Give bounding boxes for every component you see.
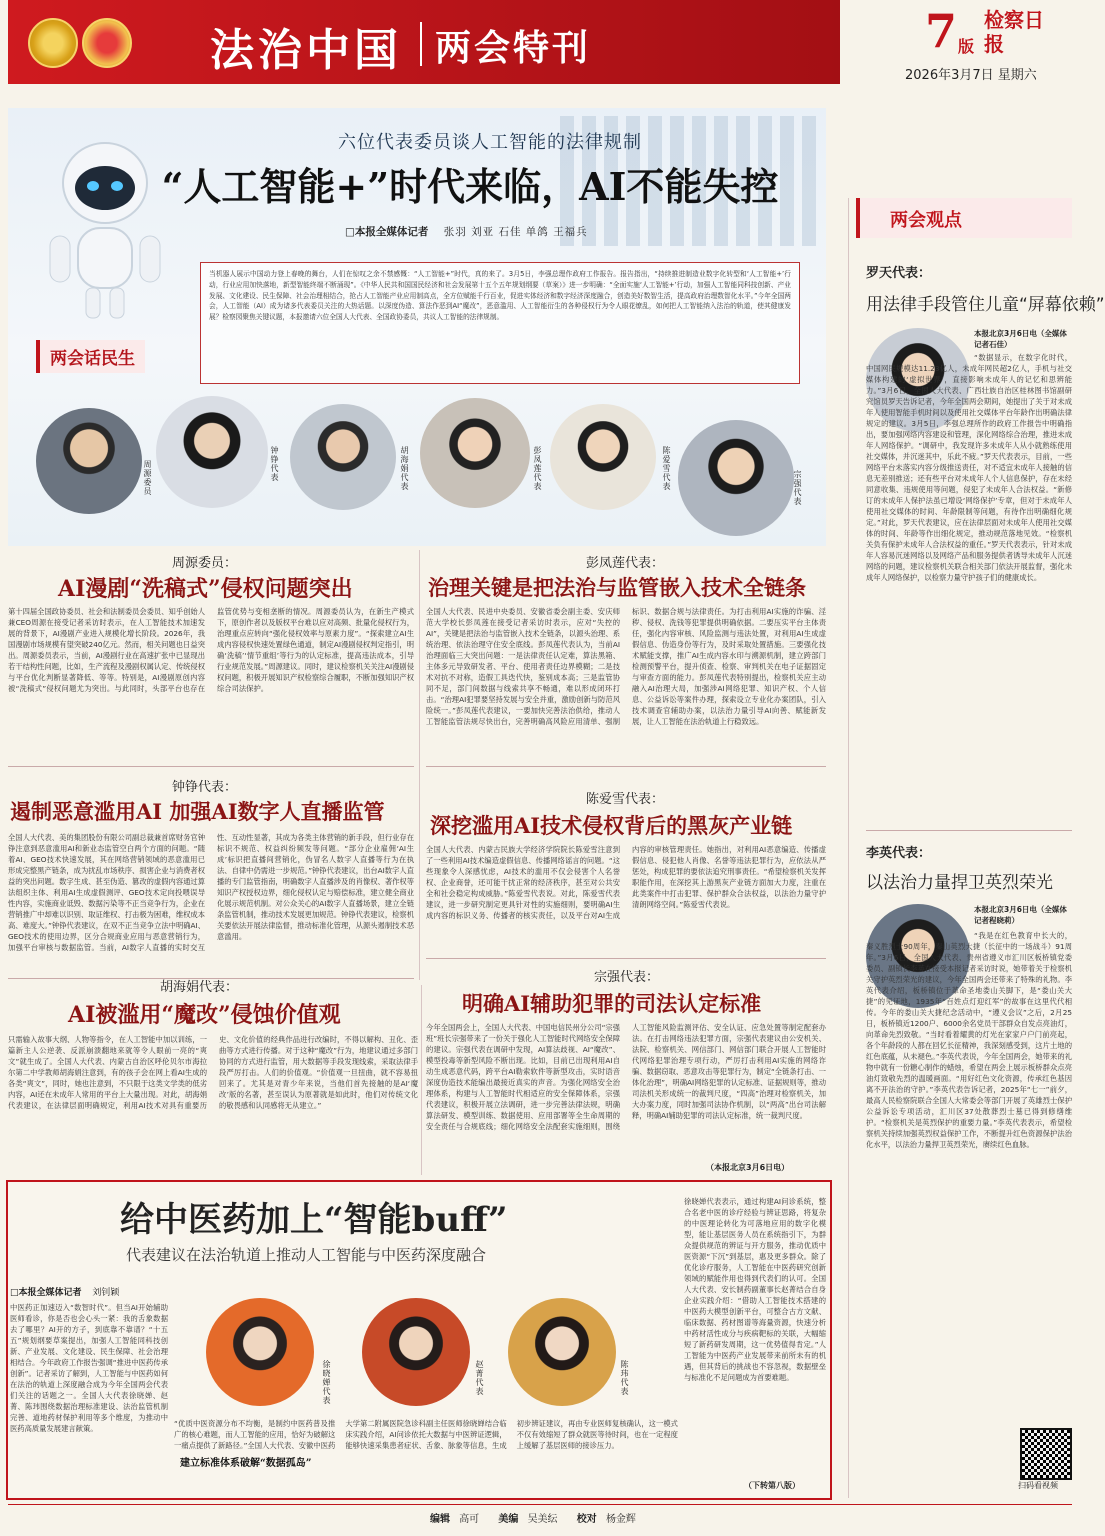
sidebar-li-body — [866, 930, 1072, 1426]
feature-reporters: 张羽 刘亚 石佳 单鸽 王福兵 — [443, 226, 588, 238]
portrait-zhou-yuan — [36, 408, 142, 514]
article-body-peng — [426, 606, 826, 758]
divider-zhou — [8, 766, 414, 767]
tcm-lead-text: 中医药正加速迈入“数智时代”。但当AI开始辅助医师看诊，你是否也会心头一紧：我的舌象数据去了哪里？AI开的方子，到底靠不靠谱？“十五五”规划纲要草案提出，加强人工智能同科技创新、产业发展、文化建设、民生保障、社会治理相结合。今年政府工作报告强调“推进中医药传承创新”。记者采访了解到，人工智能与中医药如何在法治的轨道上深度融合成为今年全国两会代表们关注的话题之一。全国人大代表徐晓婵、赵菁、陈玮围绕数据治理标准建设、法治监管机制完善、道地药材保护利用等多个维度，为推动中医药高质量发展建言献策。 — [10, 1303, 168, 1433]
feature-intro: 当机器人展示中国动力登上春晚的舞台，人们在惊叹之余不禁感慨：“人工智能+”时代，真的来了。3月5日，李强总理作政府工作报告。报告指出，“持续推进制造业数字化转型和‘人工智能+’行动，行业应用加快落地，新型智能终端不断涌现”。《中华人民共和国国民经济和社会发展第十五个五年规划纲要（草案）》进一步明确：“全面实施‘人工智能+’行动，加强人工智能同科技创新、产业发展、文化建设、民生保障、社会治理相结合，抢占人工智能产业应用制高点，全方位赋能千行百业，促进实体经济和数字经济深度融合，创造美好数智生活，提高政府治理数智化水平。”今年全国两会，人工智能（AI）成为诸多代表委员关注的大热话题。以深度伪造、算法作恶到AI“魔改”，恶意滥用、人工智能衍生的各种侵权行为令人眼花缭乱，如何把人工智能纳入法治的轨道，使其健康发展？检察园聚焦关键议题，本报邀请六位全国人大代表、全国政协委员，共议人工智能的法律规制。 — [209, 270, 791, 322]
article-text-zhong: 全国人大代表、美的集团股份有限公司副总裁兼首席财务官钟铮注意到恶意滥用AI和新业态监管空白两个方面的问题。“随着AI、GEO技术快速发展，其在网络营销领域的恶意滥用已形成完整黑产链条，成为扰乱市场秩序、损害企业与消费者权益的突出问题。数字生成、甚至伪造、篡改的虚假内容通过算法组织主体、利用AI生成虚假测评、GEO技术定向投喂误导性内容，实施商业诋毁、数据污染等不正当竞争行为，企业在营销推广中却难以识别、取证维权、打击极为困难，维权成本高、难度大。”钟铮代表建议，在双不正当竞争立法中明确AI、GEO技术的使用边界，区分合规商业应用与恶意营销行为，加强平台审核与数据监管。当前，AI数字人直播的实时交互性、互动性显著，其成为各类主体营销的新手段，但行业存在标识不规范、权益纠纷频发等问题。“部分企业雇佣‘AI生成’标识把直播间营销化，伪冒名人数字人直播等行为在执法、自律中仍需进一步规范。”钟铮代表建议，出台AI数字人直播的专门监管指南，明确数字人直播涉及的肖像权、著作权等知识产权授权边界，细化侵权认定与赔偿标准，建立健全商业化展示规范机制。对公众关心的AI数字人直播场景，建立全链条监管机制，推动技术发展更加规范。钟铮代表建议，检察机关要依法开展法律监督，推动标准化管理，从源头遏制技术恶意滥用。 — [8, 833, 415, 952]
portrait-label-zhao: 赵菁代表 — [475, 1360, 484, 1396]
portrait-zhao-jing — [362, 1298, 470, 1406]
portrait-label-zhou: 周源委员 — [143, 460, 152, 496]
speaker-li: 李英代表： — [866, 846, 932, 861]
intro-box — [200, 262, 800, 384]
dateline-zong: （本报北京3月6日电） — [706, 1163, 790, 1172]
footer-credits — [430, 1510, 636, 1525]
article-body-zhong — [8, 832, 414, 974]
speaker-zong: 宗强代表： — [594, 970, 660, 985]
checkbox-square-icon: □ — [345, 226, 355, 238]
tcm-continued: （下转第八版） — [744, 1481, 800, 1490]
portrait-label-hu: 胡海娟代表 — [400, 446, 409, 491]
feature-headline: “人工智能+”时代来临，AI不能失控 — [161, 164, 779, 209]
article-text-peng: 全国人大代表、民进中央委员、安徽省委会副主委、安庆师范大学校长彭凤莲在接受记者采访时表示，应对“失控的AI”，关键是把法治与监管嵌入技术全链条，以源头治理、系统治理、依法治理守住安全底线。彭凤莲代表认为，当前AI治理面临三大突出问题：一是法律责任认定难，算法黑箱、主体多元导致研发者、平台、使用者责任边界模糊；二是技术对抗不对称，造假工具迭代快，鉴别成本高；三是监管协同不足，部门间数据与线索共享不畅通，难以形成闭环打击。“治理AI犯罪要坚持发展与安全并重，激励创新与防范风险统一。”彭凤莲代表建议，一要加快完善法治供给，推动人工智能监管法规尽快出台，完善明确高风险应用清单、强制标识、数据合规与法律责任。为打击利用AI实施的诈骗、淫秽、侵权、洗钱等犯罪提供明确依据。二要压实平台主体责任，强化内容审核、风险监测与违法处置，对利用AI生成虚假信息、伪造身份等行为，及时采取处置措施。三要强化技术赋能支撑，推广AI生成内容水印与溯源机制，建立跨部门检测预警平台，提升侦查、检察、审判机关在电子证据固定与审查方面的能力。彭凤莲代表特别提出，检察机关应主动融入AI治理大局，加强涉AI网络犯罪、知识产权、个人信息、公益诉讼等案件办理，探索设立专业化办案团队，引入技术调查官辅助办案，以法治力量引导AI向善、赋能新发展，让人工智能在法治轨道上行稳致远。 — [426, 607, 826, 726]
paper-logo: 检察日报 — [984, 8, 1044, 56]
national-emblem-icon — [28, 18, 78, 68]
portrait-zong-qiang — [678, 420, 794, 536]
footer-proof-label: 校对 — [576, 1514, 597, 1525]
article-body-chen — [426, 844, 826, 952]
headline-luo: 用法律手段管住儿童“屏幕依赖” — [866, 295, 1105, 315]
speaker-chen: 陈爱雪代表： — [586, 792, 665, 807]
feature-byline — [345, 224, 588, 239]
tcm-mid-text: “优质中医资源分布不均衡，是制约中医药普及推广的核心难题，而人工智能的应用，恰好为破解这一痛点提供了新路径。”全国人大代表、安徽中医药大学第二附属医院急诊科副主任医师徐晓婵结合临床实践介绍，AI问诊依托大数据与中医辨证逻辑，能够快速采集患者症状、舌象、脉象等信息，生成初步辨证建议，再由专业医师复核确认，这一模式不仅有效缩短了群众就医等待时间，也在一定程度上缓解了基层医师的接诊压力。 — [174, 1419, 678, 1450]
portrait-peng-fenglian — [420, 398, 530, 508]
page-number: 7 — [925, 4, 958, 58]
article-body-zhou — [8, 606, 414, 758]
article-text-hu: 只需输入故事大纲、人物等指令，在人工智能中加以训练，一篇新主人公逆袭、反派崩溃翻地来就等令人眼前一亮的“爽文”就生成了。全国人大代表、内蒙古自治区呼伦贝尔市海拉尔第二中学教师胡海娟注意到，有的孩子会在网上看AI生成的各类“爽文”，同时，她也注意到，不只限于这类文学类的低劣内容，AI还在未成年人常用的平台上大量出现。对此，胡海娟代表建议，在法律层面明确规定，利用AI技术对具有重要历史、文化价值的经典作品进行改编时，不得以解构、丑化、歪曲等方式进行传播。对于这种“魔改”行为，地建议通过多部门协同的方式进行监管，用大数据等手段发现线索，采取法律手段严厉打击。人们的价值观。“价值观一旦扭曲，就不容易扭回来了。尤其是对青少年来说，当他们首先接触的是AI‘魔改’版的名著，甚至误认为原著就是如此时，他们对传统文化的敬畏感和认同感将无从建立。” — [8, 1035, 418, 1110]
sidebar-tag-text: 两会观点 — [890, 210, 962, 231]
qr-label: 扫码看视频 — [1018, 1481, 1058, 1490]
tcm-col3-text: 徐晓婵代表表示，通过构建AI问诊系统，整合名老中医的诊疗经验与辨证思路，将复杂的中医理论转化为可落地应用的数字化模型，能让基层医务人员在系统指引下，为群众提供规范的辨证与开方服务，推动优质中医资源“下沉”到基层，惠及更多群众。除了优化诊疗服务，人工智能在中医药研究创新领域的赋能作用也得到代表们的认可。全国人大代表、安长制药副董事长赵菁结合自身企业实践介绍：“借助人工智能技术搭建的中医药大模型创新平台，可整合古方文献、临床数据、药材图谱等海量资源，快速分析中药材活性成分与疾病靶标的关联，大幅缩短了新药研发周期，这一优势值得肯定。”人工智能为中医药产业发展带来前所未有的机遇，但其背后的挑战也不容忽视，数据壁垒与标准化不足问题成为首要难题。 — [684, 1197, 826, 1382]
footer-art: 吴美纭 — [527, 1514, 558, 1525]
masthead-special: 两会特刊 — [435, 27, 592, 69]
speaker-luo: 罗天代表： — [866, 266, 932, 281]
portrait-chen-wei — [508, 1298, 616, 1406]
footer-rule — [8, 1504, 1072, 1505]
speaker-zhou: 周源委员： — [172, 556, 238, 571]
feature-kicker — [300, 128, 680, 154]
column-rule-2 — [421, 985, 422, 1175]
cppcc-emblem-icon — [82, 18, 132, 68]
column-tag-min-sheng — [36, 340, 145, 373]
article-text-zhou: 第十四届全国政协委员、社会和法制委员会委员、知乎创始人兼CEO周源在接受记者采访时表示，在人工智能技术加速发展的背景下，AI漫剧产业进入规模化增长阶段。2026年，我国漫剧市场规模有望突破240亿元。然而，相关问题也日益突出。周源委员表示，当前，AI漫剧行业在高速扩张中已显现出若干结构性问题，比如，生产流程及漫剧权属认定、传统侵权与平台优化判断显著降低、等等。特别是，AI漫剧原创内容被“洗稿式”侵权问题尤为突出。与此同时，头部平台也存在监管优势与变相垄断的情况。周源委员认为，在新生产模式下，原创作者以及版权平台难以应对高频、批量化侵权行为，治理重点应转向“强化侵权效率与原素力度”。“探索建立AI生成内容侵权快速处置绿色通道，制定AI漫剧侵权判定指引，明确‘洗稿’‘情节重组’等行为的认定标准，提高违法成本，引导行业规范发展。”周源建议。同时，建议检察机关关注AI漫剧侵权问题，积极开展知识产权检察综合履职，不断加强知识产权综合司法保护。 — [8, 607, 415, 693]
tcm-reporter: 刘钊颖 — [92, 1288, 120, 1298]
feature-kicker-text: 六位代表委员谈人工智能的法律规制 — [338, 132, 642, 153]
portrait-zhong-zheng — [156, 396, 268, 508]
headline-peng: 治理关键是把法治与监管嵌入技术全链条 — [428, 575, 806, 600]
column-rule-1 — [419, 550, 420, 980]
masthead-title: 法治中国 — [210, 25, 402, 76]
tcm-right-column — [684, 1196, 826, 1478]
speaker-zhong: 钟铮代表： — [172, 780, 238, 795]
portrait-label-chen: 陈爱雪代表 — [662, 446, 671, 491]
tcm-headline: 给中医药加上“智能buff” — [120, 1200, 508, 1240]
tcm-byline — [10, 1285, 119, 1298]
portrait-label-zhong: 钟铮代表 — [270, 446, 279, 482]
sidebar-luo-text: “数据显示，在数字化时代，中国网民规模达11.23亿人，未成年网民超2亿人，手机与社交媒体构建的‘虚拟世界’，直接影响未成年人的记忆和思辨能力。”3月6日，全国人大代表、广西壮族自治区桂林图书馆副研究馆员罗天告诉记者，今年全国两会期间，她提出了关于对未成年人使用智能手机时间以及使用社交媒体平台年龄作出明确法律规定的建议。3月5日，李强总理所作的政府工作报告中明确指出，要加强网络内容建设和管理，深化网络综合治理，推进未成年人网络保护。“调研中，我发现许多未成年人从小就熟练使用社交媒体，并沉迷其中，乐此不疲。”罗天代表表示，目前，一些网络平台未落实内容分级推送责任，对不适宜未成年人接触的信息无差别推送；还有些平台对未成年人个人信息保护，存在未经同意收集、违规使用等问题，侵犯了未成年人合法权益。“新修订的未成年人保护法虽已增设‘网络保护’专章，但对于未成年人使用社交媒体的时间、年龄限制等问题，有待作出明确细化规定。”对此，罗天代表建议，应在法律层面对未成年人使用社交媒体的时间、年龄等作出细化规定，推动规范落地见效。“检察机关负有保护未成年人合法权益的重任。”罗天代表表示，针对未成年人容易沉迷网络以及网络产品和服务提供者诱导未成年人沉迷网络的问题，建议检察机关联合相关部门依法开展监督，强化未成年人网络保护，以检察力量守护孩子们的健康成长。 — [866, 353, 1072, 582]
portrait-xu-xiaochan — [206, 1298, 314, 1406]
portrait-label-zong: 宗强代表 — [793, 470, 802, 506]
article-body-hu — [8, 1034, 418, 1174]
divider-peng — [426, 766, 826, 767]
headline-zong: 明确AI辅助犯罪的司法认定标准 — [462, 991, 762, 1016]
feature-byline-label: 本报全媒体记者 — [354, 226, 429, 238]
sidebar-rule — [848, 198, 849, 1498]
column-tag-text: 两会话民生 — [50, 349, 135, 369]
headline-zhou: AI漫剧“洗稿式”侵权问题突出 — [58, 576, 353, 602]
tcm-section-title: 建立标准体系破解“数据孤岛” — [176, 1452, 316, 1471]
portrait-label-chen-wei: 陈玮代表 — [620, 1360, 629, 1396]
speaker-hu: 胡海娟代表： — [160, 980, 239, 995]
tcm-byline-label: 本报全媒体记者 — [18, 1288, 82, 1298]
footer-proof: 杨金辉 — [605, 1514, 636, 1525]
article-body-zong — [426, 1022, 826, 1162]
headline-zhong: 遏制恶意滥用AI 加强AI数字人直播监管 — [10, 799, 385, 824]
sidebar-tag-box — [856, 198, 1072, 238]
dateline-li: 本报北京3月6日电（全媒体记者程晓莉） — [974, 905, 1067, 925]
footer-editor: 高可 — [459, 1514, 480, 1525]
tcm-lead-column — [10, 1302, 168, 1494]
portrait-chen-aixue — [550, 404, 656, 510]
headline-li: 以法治力量捍卫英烈荣光 — [866, 873, 1053, 893]
article-text-chen: 全国人大代表、内蒙古民族大学经济学院院长陈爱雪注意到了一些利用AI技术编造虚假信息、传播网络谣言的问题。“这些现象令人深感忧虑，AI技术的滥用不仅会侵害个人名誉权、企业商誉，还可能干扰正常的经济秩序，甚至对公共安全和社会稳定构成威胁。”陈爱雪代表说。对此，陈爱雪代表建议，进一步研究制定更具针对性的实施细则，要明确AI生成内容的标识义务、传播者的核实责任，以及平台对AI生成内容的审核管理责任。她指出，对利用AI恶意编造、传播虚假信息、侵犯他人肖像、名誉等违法犯罪行为，应依法从严惩处，构成犯罪的要依法追究刑事责任。“希望检察机关发挥职能作用，在深挖其上游黑灰产业链方面加大力度，注重在此类案件中打击犯罪、保护群众合法权益，以法治力量守护清朗网络空间。”陈爱雪代表说。 — [426, 845, 826, 920]
portrait-label-xu: 徐晓婵代表 — [322, 1360, 331, 1405]
headline-chen: 深挖滥用AI技术侵权背后的黑灰产业链 — [430, 813, 793, 838]
qr-code-icon[interactable] — [1020, 1428, 1072, 1480]
speaker-peng: 彭凤莲代表： — [586, 556, 665, 571]
page-unit: 版 — [958, 37, 975, 56]
article-text-zong: 今年全国两会上，全国人大代表、中国电信民州分公司“宗强班”班长宗强带来了一份关于强化人工智能时代网络安全保障的建议。宗强代表在调研中发现，AI算法歧视、AI“魔改”、模型投毒等新型风险不断出现。比如，目前已出现利用AI自动生成恶意代码，跨平台AI勒索软件等新型攻击，实时语音深度伪造技术能编出最接近真实的声音。为强化网络安全治理体系，构建与人工智能时代相适应的安全保障体系，宗强代表建议，积极开展立法调研，进一步完善法律法规，明确算法研发、模型训练、数据使用、应用部署等全生命周期的安全责任与合规底线；细化网络安全法配套实施细则，围绕人工智能风险监测评估、安全认证、应急处置等制定配套办法。在打击网络违法犯罪方面，宗强代表建议由公安机关、法院、检察机关、网信部门、网信部门联合开展人工智能时代网络犯罪治理专项行动，严厉打击利用AI实施的网络诈骗、数据窃取、恶意攻击等犯罪行为，制定“全链条打击、一体化治理”，明确AI网络犯罪的认定标准、证据规则等，推动司法机关形成统一的裁判尺度，“四高”治理对检察机关，加大办案力度，同时加强司法协作机制，以“两高”出台司法解释，明确AI辅助犯罪的司法认定标准，统一裁判尺度。 — [426, 1023, 826, 1131]
headline-hu: AI被滥用“魔改”侵蚀价值观 — [68, 1002, 341, 1028]
checkbox-square-icon: □ — [10, 1288, 19, 1298]
portrait-hu-haijuan — [290, 404, 396, 510]
sidebar-luo-body — [866, 352, 1072, 836]
tcm-subhead: 代表建议在法治轨道上推动人工智能与中医药深度融合 — [126, 1246, 487, 1264]
footer-editor-label: 编辑 — [430, 1514, 450, 1525]
footer-art-label: 美编 — [498, 1514, 519, 1525]
portrait-label-peng: 彭凤莲代表 — [533, 446, 542, 491]
dateline-luo: 本报北京3月6日电（全媒体记者石佳） — [974, 329, 1067, 349]
masthead-separator — [420, 22, 422, 66]
issue-date: 2026年3月7日 星期六 — [905, 68, 1037, 83]
divider-sidebar — [866, 830, 1072, 831]
sidebar-li-text: “我是在红色教育中长大的，秦义胜烈士90周年，秦山英烈大捷（长征中的一场战斗）91周年。”3月6日，全国人大代表、贵州省遵义市汇川区板桥镇党委委员、副镇长李英在接受本报记者采访时说，她带着关于检察机关守护英烈荣光的建议，今年全国两会还带来了特殊的礼物。李英代表介绍，板桥镇位于革命圣地娄山关脚下，是“娄山关大捷”的见证地，1935年“百姓点灯迎红军”的故事在这里代代相传。今年的娄山关大捷纪念活动中，“遵义会议”之后，2月25日，板桥镇近1200户、6000余名党员干部群众自发点亮油灯，向革命先烈致敬。“当时看着耀黄的灯光在家家户户门前亮起，各个年龄段的人都在回忆长征精神，我深刻感受到，这片土地的红色底蕴，从未褪色。”李英代表说，今年全国两会，她带来的礼物中就有一份糖心制作的蜡烛，希望在两会上展示板桥群众点亮油灯致敬先烈的温暖画面。“用好红色文化资源，传承红色基因离不开法治的守护。”李英代表告诉记者，2025年“七一”前夕，最高人民检察院联合全国人大常委会等部门开展了英雄烈士保护公益诉讼专项活动，汇川区37处散葬烈士墓已得到修缮维护。“检察机关是英烈保护的重要力量。”李英代表表示，希望检察机关持续加强英烈权益保护工作，不断提升红色资源保护法治化水平，以法治力量捍卫英烈荣光，赓续红色血脉。 — [866, 931, 1072, 1149]
divider-chen — [426, 958, 826, 959]
masthead-banner — [8, 0, 840, 84]
